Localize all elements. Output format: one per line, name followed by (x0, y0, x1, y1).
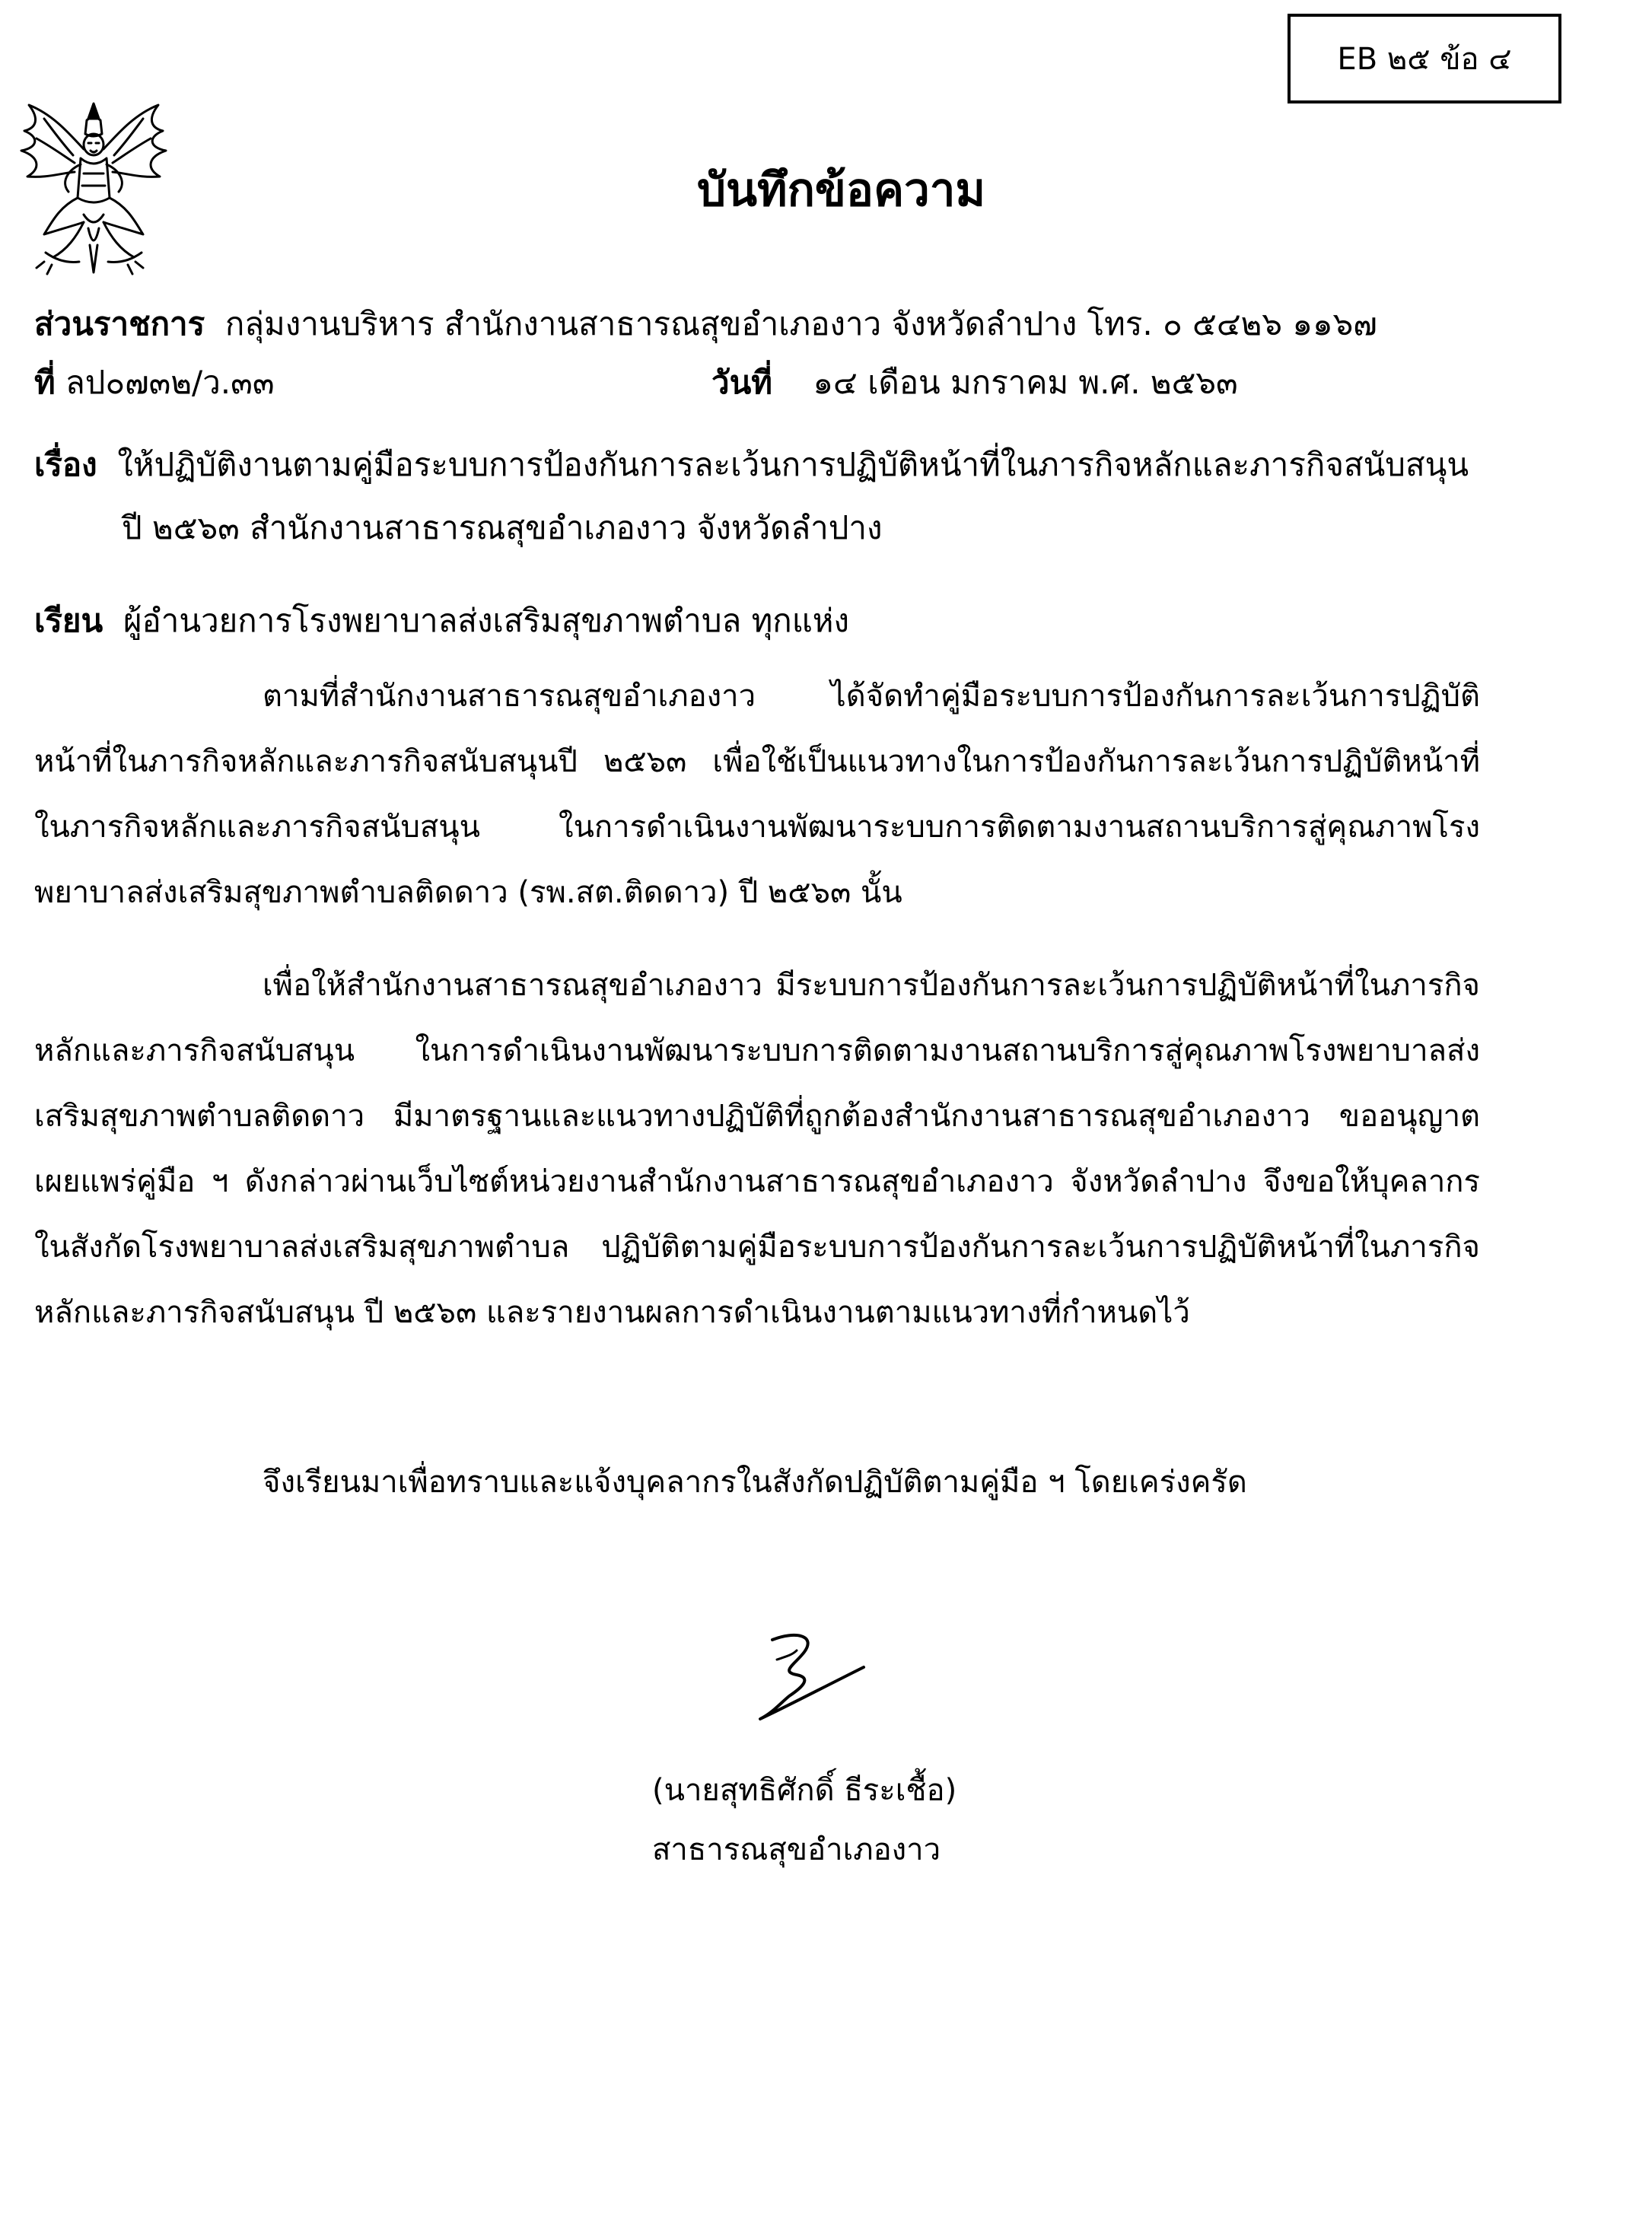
signer-name: (นายสุทธิศักดิ์ ธีระเชื้อ) (652, 1773, 957, 1808)
recipient-line (34, 602, 849, 639)
handwritten-signature (750, 1625, 871, 1724)
date-value: ๑๔ เดือน มกราคม พ.ศ. ๒๕๖๓ (813, 364, 1238, 401)
subject-label: เรื่อง (34, 446, 97, 483)
subject-text-1: ให้ปฏิบัติงานตามคู่มือระบบการป้องกันการละเว้นการปฏิบัติหน้าที่ในภารกิจหลักและภารกิจสนับสนุน (117, 446, 1469, 483)
body-paragraph-2: เพื่อให้สำนักงานสาธารณสุขอำเภองาว มีระบบการป้องกันการละเว้นการปฏิบัติหน้าที่ในภารกิจหลักและภารกิจสนับสนุน ในการดำเนินงานพัฒนาระบบการติดตามงานสถานบริการสู่คุณภาพโรงพยาบาลส่งเสริมสุขภาพตำบลติดดาว มีมาตรฐานและแนวทางปฏิบัติที่ถูกต้องสำนักงานสาธารณสุขอำเภองาว ขออนุญาตเผยแพร่คู่มือ ฯ ดังกล่าวผ่านเว็บไซต์หน่วยงานสำนักงานสาธารณสุขอำเภองาว จังหวัดลำปาง จึงขอให้บุคลากรในสังกัดโรงพยาบาลส่งเสริมสุขภาพตำบล ปฏิบัติตามคู่มือระบบการป้องกันการละเว้นการปฏิบัติหน้าที่ในภารกิจหลักและภารกิจสนับสนุน ปี ๒๕๖๓ และรายงานผลการดำเนินงานตามแนวทางที่กำหนดไว้ (34, 968, 1480, 1330)
closing-sentence: จึงเรียนมาเพื่อทราบและแจ้งบุคลากรในสังกัดปฏิบัติตามคู่มือ ฯ โดยเคร่งครัด (263, 1465, 1247, 1500)
subject-line-2 (122, 509, 883, 546)
subject-text-2: ปี ๒๕๖๓ สำนักงานสาธารณสุขอำเภองาว จังหวัดลำปาง (122, 509, 883, 546)
date-line (711, 364, 1238, 401)
doc-number-label: ที่ (34, 364, 56, 401)
subject-line-1 (34, 446, 1469, 483)
recipient-label: เรียน (34, 602, 103, 639)
agency-line (34, 305, 1377, 342)
reference-code: EB ๒๕ ข้อ ๔ (1337, 42, 1512, 77)
body-paragraph-1: ตามที่สำนักงานสาธารณสุขอำเภองาว ได้จัดทำคู่มือระบบการป้องกันการละเว้นการปฏิบัติหน้าที่ในภารกิจหลักและภารกิจสนับสนุนปี ๒๕๖๓ เพื่อใช้เป็นแนวทางในการป้องกันการละเว้นการปฏิบัติหน้าที่ในภารกิจหลักและภารกิจสนับสนุน ในการดำเนินงานพัฒนาระบบการติดตามงานสถานบริการสู่คุณภาพโรงพยาบาลส่งเสริมสุขภาพตำบลติดดาว (รพ.สต.ติดดาว) ปี ๒๕๖๓ นั้น (34, 679, 1480, 910)
document-title: บันทึกข้อความ (696, 164, 986, 217)
doc-number-value: ลป๐๗๓๒/ว.๓๓ (65, 364, 275, 401)
doc-number-line (34, 364, 275, 401)
signer-position: สาธารณสุขอำเภองาว (652, 1832, 941, 1867)
reference-code-box (1288, 14, 1561, 103)
agency-value: กลุ่มงานบริหาร สำนักงานสาธารณสุขอำเภองาว จังหวัดลำปาง โทร. ๐ ๕๔๒๖ ๑๑๖๗ (224, 305, 1377, 342)
date-label: วันที่ (711, 364, 772, 401)
recipient-value: ผู้อำนวยการโรงพยาบาลส่งเสริมสุขภาพตำบล ทุกแห่ง (123, 602, 849, 639)
agency-label: ส่วนราชการ (34, 305, 205, 342)
